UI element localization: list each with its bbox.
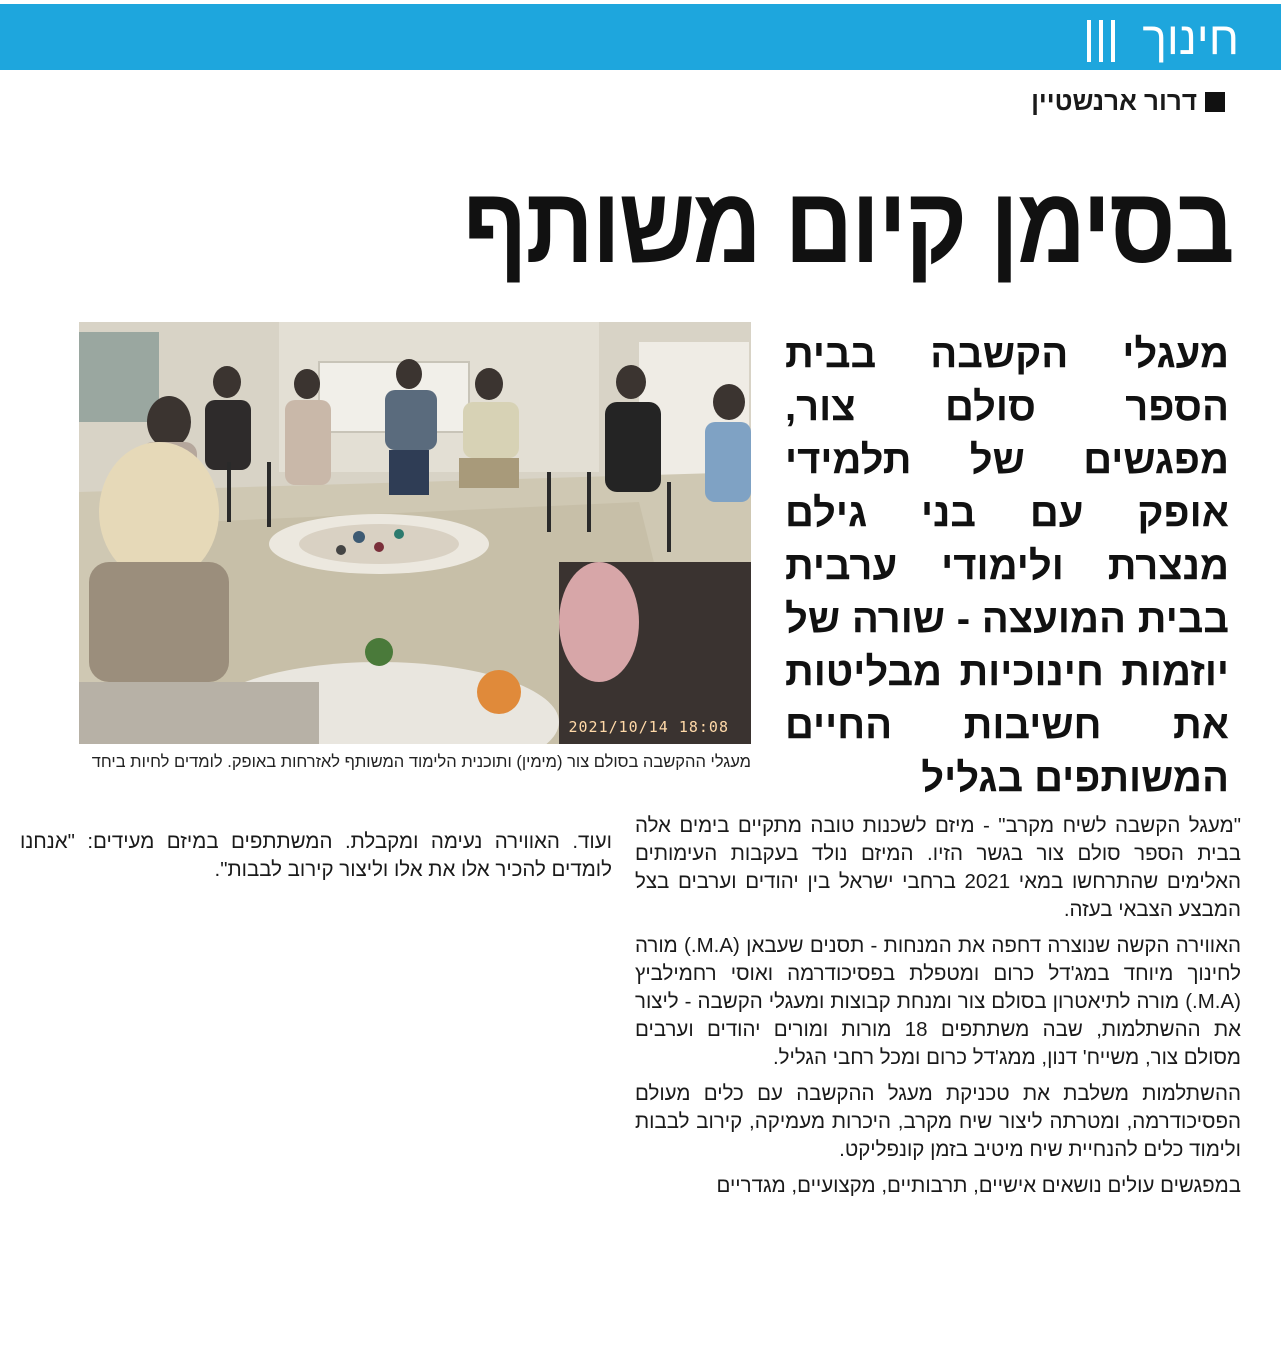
body-paragraph: במפגשים עולים נושאים אישיים, תרבותיים, מקצועיים, מגדריים bbox=[716, 1174, 1241, 1197]
body-paragraph: "מעגל הקשבה לשיח מקרב" - מיזם לשכנות טובה מתקיים בימים אלה בבית הספר סולם צור בגשר הזיו. המיזם נולד בעקבות העימותים האלימים שהתרחשו במאי 2021 ברחבי ישראל בין יהודים וערבים בצל המבצע הצבאי בעזה. bbox=[635, 814, 1242, 921]
article-photo bbox=[79, 322, 751, 744]
section-divider-bars-icon bbox=[1083, 20, 1119, 62]
body-paragraph: האווירה הקשה שנוצרה דחפה את המנחות - תסנים שעבאן (M.A.) מורה לחינוך מיוחד במג'דל כרום ומטפלת בפסיכודרמה ואוסי רחמילביץ (M.A.) מורה לתיאטרון בסולם צור ומנחת קבוצות ומעגלי הקשבה - ליצור את ההשתלמות, שבה משתתפים 18 מורות ומורים יהודים וערבים מסולם צור, משייח' דנון, ממג'דל כרום ומכל רחבי הגליל. bbox=[635, 934, 1241, 1069]
photo-timestamp: 2021/10/14 18:08 bbox=[568, 718, 729, 736]
photo-caption: מעגלי ההקשבה בסולם צור (מימין) ותוכנית הלימוד המשותף לאזרחות באופק. לומדים לחיות ביחד bbox=[91, 753, 751, 771]
body-continuation: ועוד. האווירה נעימה ומקבלת. המשתתפים במיזם מעידים: "אנחנו לומדים להכיר אלו את אלו וליצור קירוב לבבות". bbox=[20, 830, 612, 881]
body-paragraph: ההשתלמות משלבת את טכניקת מעגל ההקשבה עם כלים מעולם הפסיכודרמה, ומטרתה ליצור שיח מקרב, היכרות מעמיקה, קירוב לבבות ולימוד כלים להנחיית שיח מיטיב בזמן קונפליקט. bbox=[635, 1082, 1241, 1161]
article-body-left-column bbox=[20, 828, 612, 884]
subheadline: מעגלי הקשבה בבית הספר סולם צור, מפגשים של תלמידי אופק עם בני גילם מנצרת ולימודי ערבית בבית המועצה - שורה של יוזמות חינוכיות מבליטות את חשיבות החיים המשותפים בגליל bbox=[785, 332, 1229, 800]
article-body-right-column bbox=[635, 812, 1241, 1208]
byline-square-icon bbox=[1205, 92, 1225, 112]
byline bbox=[1031, 84, 1225, 118]
section-title: חינוך bbox=[1142, 12, 1239, 64]
headline: בסימן קיום משותף bbox=[463, 164, 1233, 285]
author-name: דרור ארנשטיין bbox=[1031, 86, 1197, 116]
section-header-bar bbox=[0, 4, 1281, 70]
